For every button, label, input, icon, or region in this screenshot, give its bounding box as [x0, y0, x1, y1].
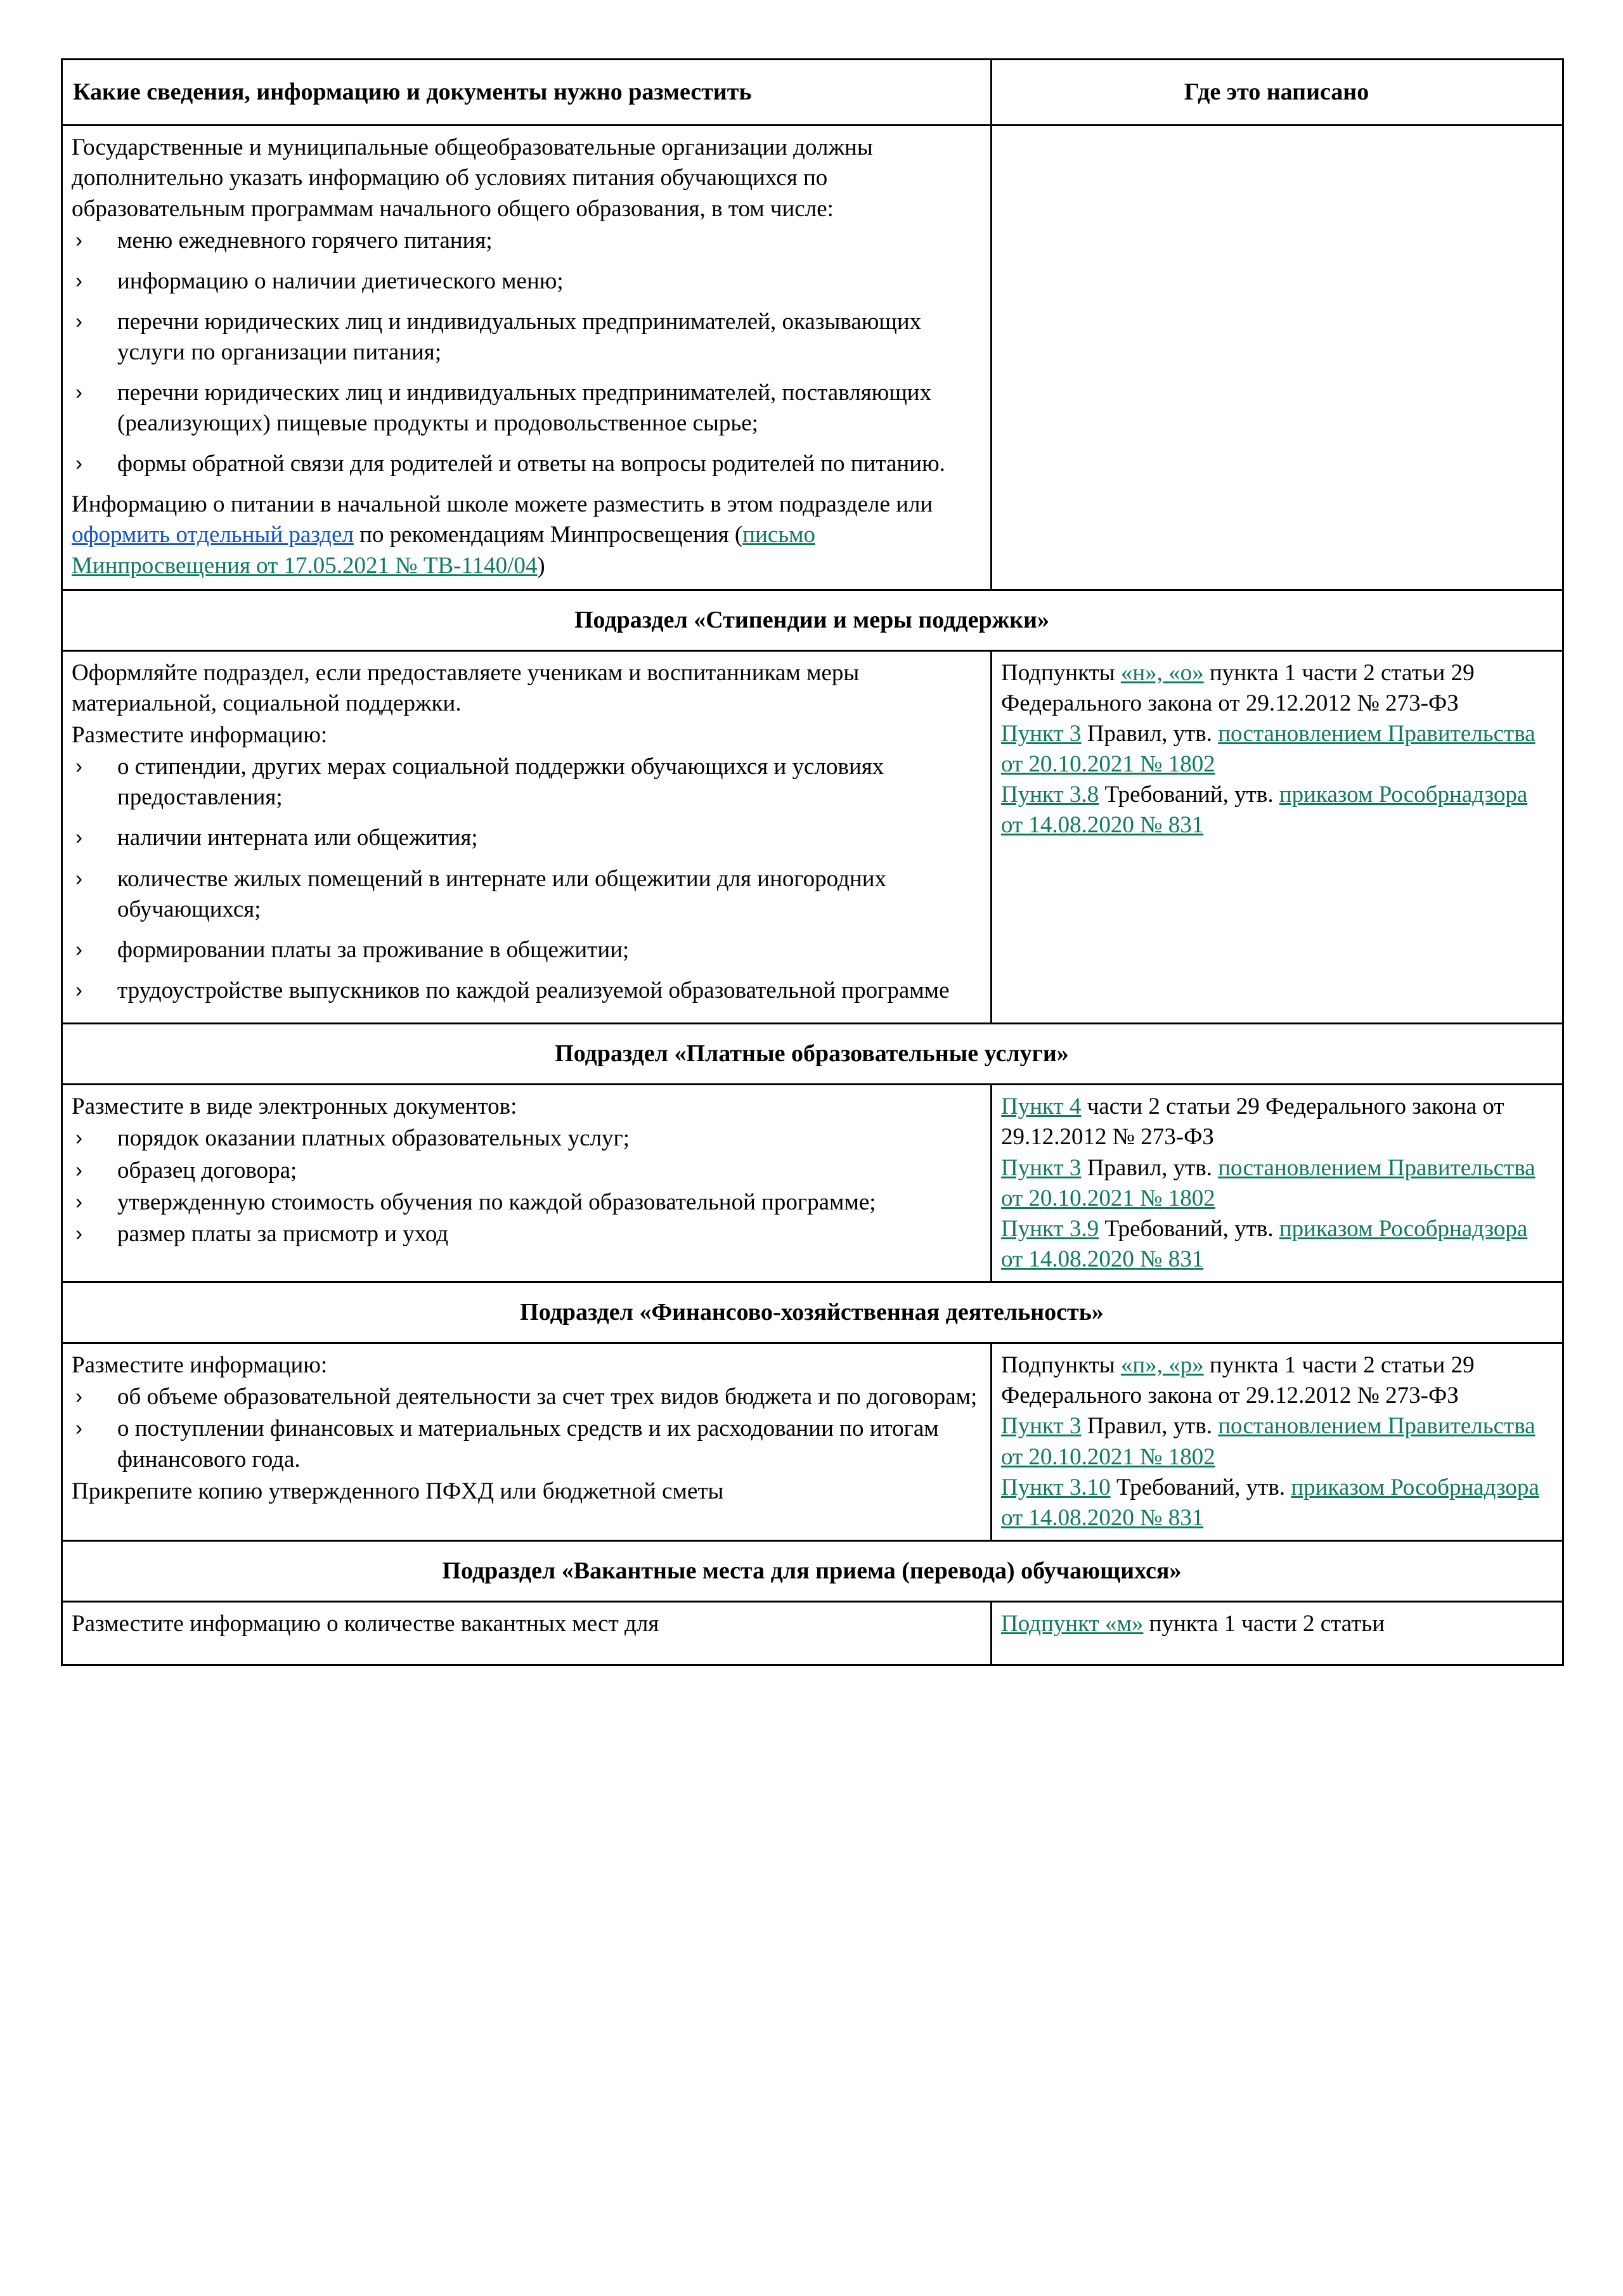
reference-line-1	[1001, 658, 1552, 719]
ref-suffix: части 2 статьи 29 Федерального закона от 29.12.2012 № 273-ФЗ	[1001, 1093, 1504, 1151]
list-item	[72, 976, 980, 1006]
list-item-label: образец договора;	[117, 1157, 297, 1183]
financial-left-cell	[62, 1343, 992, 1541]
list-item	[72, 1414, 980, 1474]
chevron-right-bullet-icon: ›	[75, 825, 82, 849]
link-punkt-3-8[interactable]: Пункт 3.8	[1001, 782, 1099, 808]
link-postanovlenie-1802[interactable]: постановлением Правительства от 20.10.2021 № 1802	[1001, 721, 1536, 778]
list-item	[72, 1156, 980, 1186]
paid-services-intro: Разместите в виде электронных документов:	[72, 1093, 517, 1120]
meals-left-cell	[62, 126, 992, 590]
chevron-right-bullet-icon: ›	[75, 1158, 82, 1182]
column-header-what-to-publish: Какие сведения, информацию и документы нужно разместить	[73, 79, 752, 105]
ref-mid: Требований, утв.	[1099, 1215, 1279, 1242]
chevron-right-bullet-icon: ›	[75, 309, 82, 333]
link-prikaz-831[interactable]: приказом Рособрнадзора от 14.08.2020 № 831	[1001, 1474, 1539, 1531]
meals-intro: Государственные и муниципальные общеобразовательные организации должны дополнительно указать информацию об условиях питания обучающихся по образовательным программам начального общего образования, в том числе:	[72, 134, 873, 222]
list-item-label: о стипендии, других мерах социальной поддержки обучающихся и условиях предоставления;	[117, 754, 884, 811]
list-item-label: трудоустройстве выпускников по каждой реализуемой образовательной программе	[117, 977, 950, 1003]
reference-line-1	[1001, 1092, 1552, 1152]
section-banner-cell	[62, 1023, 1563, 1084]
list-item	[72, 1123, 980, 1154]
chevron-right-bullet-icon: ›	[75, 1189, 82, 1213]
link-punkt-3-10[interactable]: Пункт 3.10	[1001, 1474, 1111, 1500]
reference-line-3	[1001, 1214, 1552, 1275]
list-item	[72, 378, 980, 439]
list-item-label: перечни юридических лиц и индивидуальных предпринимателей, оказывающих услуги по организации питания;	[117, 308, 922, 365]
link-separate-section[interactable]: оформить отдельный раздел	[72, 522, 354, 548]
section-title: Подраздел «Финансово-хозяйственная деятельность»	[520, 1298, 1104, 1325]
list-item-label: размер платы за присмотр и уход	[117, 1220, 449, 1247]
list-item	[72, 823, 980, 853]
paid-services-bullet-list	[72, 1123, 980, 1249]
reference-line-3	[1001, 1473, 1552, 1533]
ref-mid: Правил, утв.	[1081, 1413, 1219, 1440]
section-banner-stipends	[62, 590, 1563, 650]
list-item	[72, 449, 980, 479]
chevron-right-bullet-icon: ›	[75, 268, 82, 292]
ref-suffix: пункта 1 части 2 статьи 29 Федерального закона от 29.12.2012 № 273-ФЗ	[1001, 660, 1475, 717]
list-item-label: перечни юридических лиц и индивидуальных предпринимателей, поставляющих (реализующих) пищевые продукты и продовольственное сырье;	[117, 380, 932, 437]
ref-suffix: пункта 1 части 2 статьи 29 Федерального закона от 29.12.2012 № 273-ФЗ	[1001, 1352, 1475, 1409]
reference-line-2	[1001, 1153, 1552, 1214]
stipends-left-cell	[62, 651, 992, 1024]
list-item-label: информацию о наличии диетического меню;	[117, 268, 564, 294]
vacant-places-intro: Разместите информацию о количестве вакантных мест для	[72, 1611, 659, 1637]
section-title: Подраздел «Стипендии и меры поддержки»	[574, 606, 1049, 633]
table-row-paid-services	[62, 1085, 1563, 1282]
link-prikaz-831[interactable]: приказом Рособрнадзора от 14.08.2020 № 831	[1001, 1215, 1528, 1272]
paid-services-left-cell	[62, 1085, 992, 1282]
ref-mid: Требований, утв.	[1099, 782, 1279, 808]
reference-line-2	[1001, 719, 1552, 780]
table-header-row	[62, 60, 1563, 126]
link-punkt-4[interactable]: Пункт 4	[1001, 1093, 1082, 1120]
reference-line-3	[1001, 780, 1552, 841]
table-header-right	[992, 60, 1563, 126]
meals-outro-mid: по рекомендациям Минпросвещения (	[354, 522, 743, 548]
chevron-right-bullet-icon: ›	[75, 977, 82, 1002]
list-item	[72, 1382, 980, 1412]
list-item	[72, 226, 980, 256]
section-banner-paid-services	[62, 1023, 1563, 1084]
stipends-intro: Оформляйте подраздел, если предоставляете ученикам и воспитанникам меры материальной, социальной поддержки.	[72, 660, 860, 717]
list-item-label: меню ежедневного горячего питания;	[117, 227, 493, 254]
list-item-label: об объеме образовательной деятельности за счет трех видов бюджета и по договорам;	[117, 1384, 978, 1410]
paid-services-right-cell	[992, 1085, 1563, 1282]
list-item	[72, 864, 980, 925]
list-item	[72, 1219, 980, 1249]
list-item	[72, 1187, 980, 1218]
meals-bullet-list	[72, 226, 980, 480]
list-item	[72, 935, 980, 965]
meals-outro	[72, 489, 980, 581]
list-item	[72, 752, 980, 813]
requirements-table	[61, 58, 1564, 1666]
financial-right-cell	[992, 1343, 1563, 1541]
link-punkt-3[interactable]: Пункт 3	[1001, 721, 1082, 747]
section-title: Подраздел «Вакантные места для приема (перевода) обучающихся»	[442, 1557, 1182, 1584]
financial-bullet-list	[72, 1382, 980, 1474]
ref-prefix: Подпункты	[1001, 660, 1121, 686]
ref-mid: Требований, утв.	[1110, 1474, 1291, 1500]
list-item-label: о поступлении финансовых и материальных средств и их расходовании по итогам финансового года.	[117, 1416, 939, 1473]
table-header-left	[62, 60, 992, 126]
ref-suffix: пункта 1 части 2 статьи	[1143, 1611, 1385, 1637]
table-row-stipends	[62, 651, 1563, 1024]
table-row-vacant-places	[62, 1602, 1563, 1665]
chevron-right-bullet-icon: ›	[75, 754, 82, 778]
chevron-right-bullet-icon: ›	[75, 1384, 82, 1409]
link-prikaz-831[interactable]: приказом Рособрнадзора от 14.08.2020 № 831	[1001, 782, 1528, 839]
link-subpoint-m[interactable]: Подпункт «м»	[1001, 1611, 1144, 1637]
vacant-places-right-cell	[992, 1602, 1563, 1665]
chevron-right-bullet-icon: ›	[75, 451, 82, 475]
chevron-right-bullet-icon: ›	[75, 937, 82, 961]
vacant-places-left-cell	[62, 1602, 992, 1665]
list-item-label: количестве жилых помещений в интернате или общежитии для иногородних обучающихся;	[117, 865, 887, 922]
chevron-right-bullet-icon: ›	[75, 1221, 82, 1245]
table-row-financial-activity	[62, 1343, 1563, 1541]
list-item-label: порядок оказании платных образовательных услуг;	[117, 1125, 630, 1152]
reference-line-2	[1001, 1411, 1552, 1472]
section-banner-cell	[62, 1282, 1563, 1343]
meals-right-cell	[992, 126, 1563, 590]
list-item-label: формировании платы за проживание в общежитии;	[117, 936, 630, 963]
column-header-where-written: Где это написано	[1184, 79, 1369, 105]
chevron-right-bullet-icon: ›	[75, 228, 82, 252]
table-row-meals	[62, 126, 1563, 590]
ref-prefix: Подпункты	[1001, 1352, 1121, 1379]
meals-outro-post: )	[537, 552, 545, 579]
link-subpoints-n-o[interactable]: «н», «о»	[1120, 660, 1204, 686]
link-postanovlenie-1802[interactable]: постановлением Правительства от 20.10.2021 № 1802	[1001, 1413, 1536, 1470]
ref-mid: Правил, утв.	[1081, 721, 1219, 747]
chevron-right-bullet-icon: ›	[75, 1126, 82, 1150]
financial-intro: Разместите информацию:	[72, 1352, 328, 1379]
list-item-label: наличии интерната или общежития;	[117, 825, 478, 851]
stipends-intro2: Разместите информацию:	[72, 722, 328, 749]
list-item-label: формы обратной связи для родителей и ответы на вопросы родителей по питанию.	[117, 451, 945, 477]
chevron-right-bullet-icon: ›	[75, 866, 82, 890]
chevron-right-bullet-icon: ›	[75, 1416, 82, 1440]
financial-outro: Прикрепите копию утвержденного ПФХД или бюджетной сметы	[72, 1478, 724, 1504]
link-punkt-3[interactable]: Пункт 3	[1001, 1413, 1082, 1440]
link-punkt-3-9[interactable]: Пункт 3.9	[1001, 1215, 1099, 1242]
link-subpoints-p-r[interactable]: «п», «р»	[1120, 1352, 1204, 1379]
section-banner-cell	[62, 590, 1563, 650]
reference-line-1	[1001, 1350, 1552, 1411]
ref-mid: Правил, утв.	[1081, 1154, 1219, 1181]
section-banner-vacant-places	[62, 1540, 1563, 1601]
reference-line-1	[1001, 1609, 1552, 1639]
link-minprosvescheniya-letter[interactable]: письмо Минпросвещения от 17.05.2021 № ТВ-1140/04	[72, 522, 816, 579]
stipends-bullet-list	[72, 752, 980, 1006]
stipends-right-cell	[992, 651, 1563, 1024]
section-banner-cell	[62, 1540, 1563, 1601]
list-item	[72, 266, 980, 297]
section-title: Подраздел «Платные образовательные услуги»	[555, 1040, 1069, 1067]
section-banner-financial-activity	[62, 1282, 1563, 1343]
list-item-label: утвержденную стоимость обучения по каждой образовательной программе;	[117, 1189, 876, 1215]
list-item	[72, 307, 980, 368]
chevron-right-bullet-icon: ›	[75, 380, 82, 404]
link-postanovlenie-1802[interactable]: постановлением Правительства от 20.10.2021 № 1802	[1001, 1154, 1536, 1211]
meals-outro-pre: Информацию о питании в начальной школе можете разместить в этом подразделе или	[72, 491, 933, 518]
link-punkt-3[interactable]: Пункт 3	[1001, 1154, 1082, 1181]
